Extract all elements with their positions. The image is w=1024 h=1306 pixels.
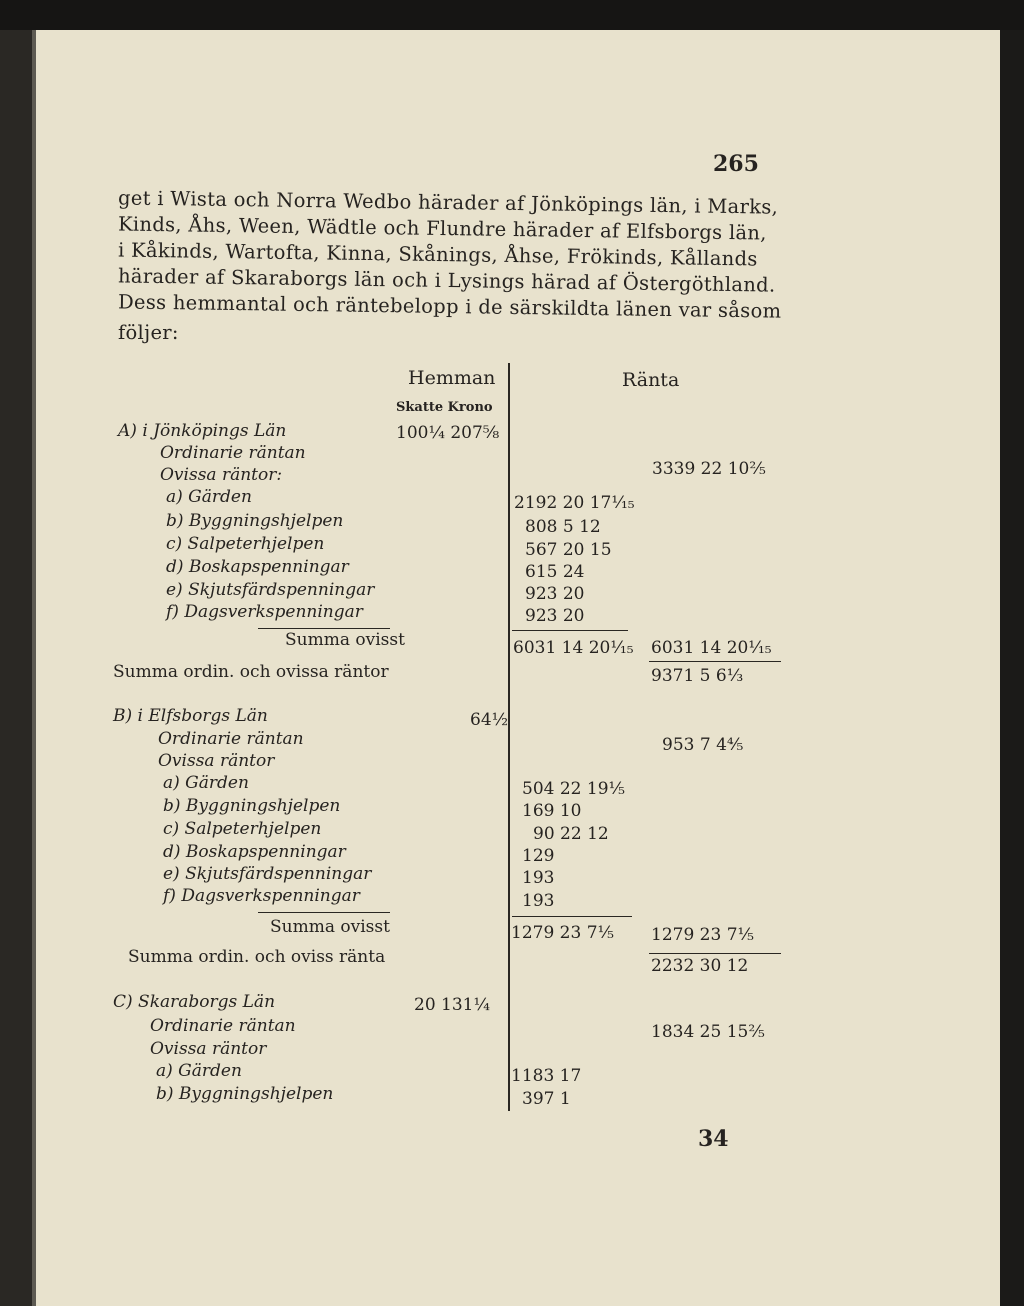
section-b-item-value: 193 [522, 891, 555, 911]
section-c-title: C) Skaraborgs Län [113, 992, 276, 1012]
section-b-ordinarie-label: Ordinarie räntan [158, 729, 304, 749]
section-a-total-label: Summa ordin. och ovissa räntor [113, 662, 389, 682]
section-c-ovissa-label: Ovissa räntor [150, 1039, 267, 1059]
page-number: 265 [713, 151, 759, 177]
section-a-item-label: a) Gärden [166, 487, 252, 507]
section-c-item-label: b) Byggningshjelpen [156, 1084, 334, 1104]
section-b-item-label: d) Boskapspenningar [163, 842, 346, 862]
section-b-total-rule [649, 953, 781, 954]
book-spine [0, 30, 32, 1306]
section-a-ordinarie-value: 3339 22 10⅖ [652, 459, 766, 479]
section-b-item-value: 129 [522, 846, 555, 866]
section-a-summa-label: Summa ovisst [285, 630, 405, 650]
page-edge [1000, 30, 1024, 1306]
section-b-item-label: f) Dagsverkspenningar [163, 886, 360, 906]
section-c-ordinarie-value: 1834 25 15⅖ [651, 1022, 765, 1042]
section-b-title: B) i Elfsborgs Län [113, 706, 268, 726]
section-b-summa-label: Summa ovisst [270, 917, 390, 937]
section-c-item-label: a) Gärden [156, 1061, 242, 1081]
section-a-hemman: 100¼ 207⅝ [396, 423, 500, 443]
section-b-ovissa-label: Ovissa räntor [158, 751, 275, 771]
section-a-item-value: 923 20 [525, 584, 585, 604]
section-a-item-label: c) Salpeterhjelpen [166, 534, 325, 554]
section-b-summa-carried: 1279 23 7⅕ [651, 925, 754, 945]
paragraph-line-6: följer: [118, 321, 179, 344]
header-skatte-krono: Skatte Krono [396, 400, 493, 415]
paragraph-line-2: Kinds, Åhs, Ween, Wädtle och Flundre härader af Elfsborgs län, [117, 212, 767, 245]
section-b-hemman: 64½ [470, 710, 509, 730]
section-c-hemman: 20 131¼ [414, 995, 490, 1015]
section-b-item-value: 504 22 19⅕ [522, 779, 625, 799]
header-hemman: Hemman [408, 367, 496, 389]
column-divider [508, 363, 510, 1111]
section-a-summa-rule [258, 628, 390, 629]
section-b-summa-rule [258, 912, 390, 913]
section-a-title: A) i Jönköpings Län [118, 421, 287, 441]
section-c-item-value: 1183 17 [511, 1066, 582, 1086]
section-a-item-value: 567 20 15 [525, 540, 612, 560]
section-b-item-value: 90 22 12 [533, 824, 609, 844]
section-b-item-value: 193 [522, 868, 555, 888]
section-b-item-label: a) Gärden [163, 773, 249, 793]
paragraph-line-4: härader af Skaraborgs län och i Lysings härad af Östergöthland. [117, 264, 776, 297]
section-c-ordinarie-label: Ordinarie räntan [150, 1016, 296, 1036]
section-b-item-label: e) Skjutsfärdspenningar [163, 864, 372, 884]
section-a-item-label: e) Skjutsfärdspenningar [166, 580, 375, 600]
section-b-total-value: 2232 30 12 [651, 956, 749, 976]
section-a-summa-value: 6031 14 20¹⁄₁₅ [513, 638, 634, 658]
section-a-item-value: 615 24 [525, 562, 585, 582]
section-a-summa-carried: 6031 14 20¹⁄₁₅ [651, 638, 772, 658]
section-b-items-rule [512, 916, 632, 917]
section-a-item-value: 2192 20 17¹⁄₁₅ [514, 493, 635, 513]
section-a-item-label: f) Dagsverkspenningar [166, 602, 363, 622]
section-a-item-label: d) Boskapspenningar [166, 557, 349, 577]
section-c-item-value: 397 1 [522, 1089, 571, 1109]
paragraph-line-1: get i Wista och Norra Wedbo härader af Jönköpings län, i Marks, [117, 186, 779, 219]
section-a-ovissa-label: Ovissa räntor: [160, 465, 283, 485]
section-b-summa-value: 1279 23 7⅕ [511, 923, 614, 943]
section-a-item-value: 808 5 12 [525, 517, 601, 537]
section-b-item-label: b) Byggningshjelpen [163, 796, 341, 816]
paragraph-line-5: Dess hemmantal och räntebelopp i de särskildta länen var såsom [117, 290, 782, 323]
section-b-item-label: c) Salpeterhjelpen [163, 819, 322, 839]
section-a-ordinarie-label: Ordinarie räntan [160, 443, 306, 463]
section-a-item-label: b) Byggningshjelpen [166, 511, 344, 531]
section-a-total-rule [649, 661, 781, 662]
section-b-item-value: 169 10 [522, 801, 582, 821]
header-ranta: Ränta [622, 369, 680, 391]
signature-mark: 34 [698, 1126, 729, 1152]
section-a-items-rule [512, 630, 628, 631]
section-a-total-value: 9371 5 6⅓ [651, 666, 744, 686]
section-b-total-label: Summa ordin. och oviss ränta [128, 947, 386, 967]
section-b-ordinarie-value: 953 7 4⅘ [662, 735, 744, 755]
paragraph-line-3: i Kåkinds, Wartofta, Kinna, Skånings, Åhse, Frökinds, Kållands [117, 238, 758, 271]
section-a-item-value: 923 20 [525, 606, 585, 626]
